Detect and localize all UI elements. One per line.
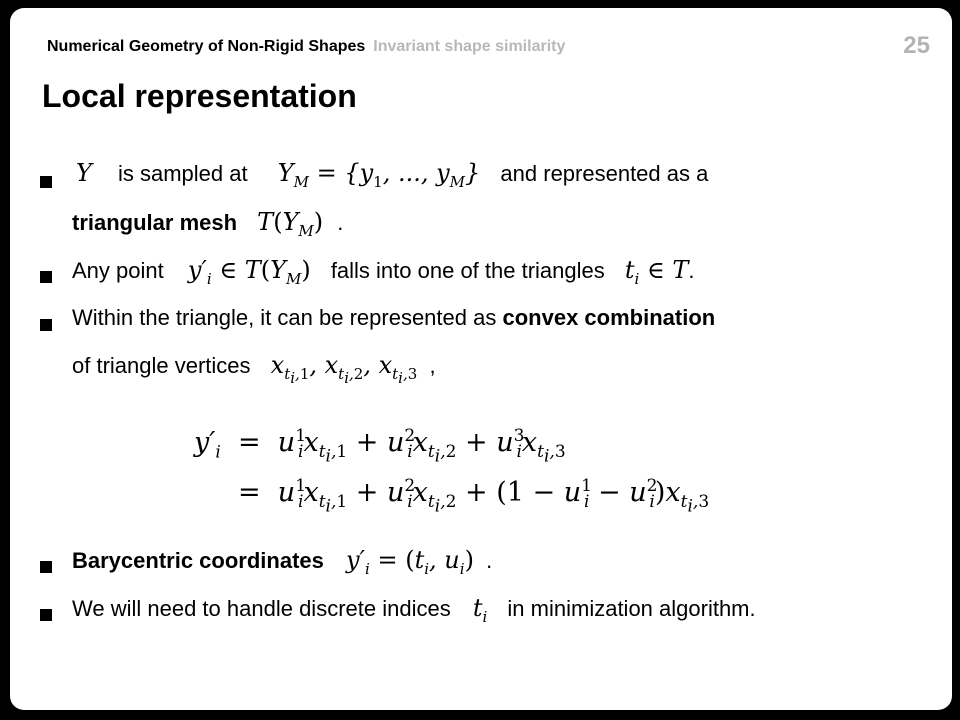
math-barycentric: $y'_i = (t_i$, $u_i$) <box>346 546 474 578</box>
bullet-2-text: Any point <box>72 258 164 283</box>
page-number: 25 <box>903 32 930 59</box>
bullet-marker <box>40 561 52 573</box>
bullet-marker <box>40 319 52 331</box>
bullet-3-line-1 <box>72 305 715 331</box>
bullet-1-end: . <box>337 210 344 235</box>
term-convex-combination: convex combination <box>502 305 716 330</box>
course-title: Numerical Geometry of Non-Rigid Shapes <box>47 38 366 55</box>
bullet-1-line-2 <box>72 209 343 244</box>
bullet-1-line-1 <box>76 160 708 195</box>
bullet-5-text: We will need to handle discrete indices <box>72 596 451 621</box>
math-point: $y'_i$ ∈ $T(Y_M)$ <box>187 256 311 288</box>
bullet-1-text-2: and represented as a <box>500 161 709 186</box>
bullet-5-text-2: in minimization algorithm. <box>507 596 756 621</box>
bullet-3-text-2: of triangle vertices <box>72 353 251 378</box>
math-triangle: $t_i$ ∈ T <box>624 256 689 288</box>
slide-title: Local representation <box>42 78 357 114</box>
bullet-2-end: . <box>688 258 695 283</box>
term-barycentric: Barycentric coordinates <box>72 548 324 573</box>
slide <box>10 8 952 710</box>
math-vertices: $x_{t_i,1}$, $x_{t_i,2}$, $x_{t_i,3}$ <box>270 351 418 387</box>
equation-line-1: $y'_i = u^1_ix_{t_i,1} + u^2_ix_{t_i,2} + u^3_ix_{t_i,3}$ <box>194 426 566 467</box>
bullet-3-end: , <box>429 353 436 378</box>
bullet-2-line <box>72 257 695 292</box>
slide-body <box>10 8 952 710</box>
bullet-4-line <box>72 547 492 582</box>
math-mesh: $T(Y_M)$ <box>257 208 324 240</box>
bullet-3-text: Within the triangle, it can be represented as <box>72 305 497 330</box>
equation-line-2: = $u^1_ix_{t_i,1} + u^2_ix_{t_i,2} + (1 - u^1_i - u^2_i)x_{t_i,3}$ <box>238 476 710 517</box>
bullet-marker <box>40 271 52 283</box>
math-Y: Y <box>76 159 92 187</box>
bullet-5-line <box>72 595 756 630</box>
bullet-3-line-2 <box>72 352 436 391</box>
term-triangular-mesh: triangular mesh <box>72 210 238 235</box>
bullet-4-end: . <box>486 548 493 573</box>
bullet-marker <box>40 176 52 188</box>
bullet-2-text-2: falls into one of the triangles <box>330 258 605 283</box>
bullet-1-text: is sampled at <box>117 161 248 186</box>
section-title: Invariant shape similarity <box>373 38 566 55</box>
bullet-marker <box>40 609 52 621</box>
math-sample-set: $Y_M = \{y_1$, ..., $y_M$} <box>277 159 481 191</box>
math-index: $t_i$ <box>472 594 488 626</box>
